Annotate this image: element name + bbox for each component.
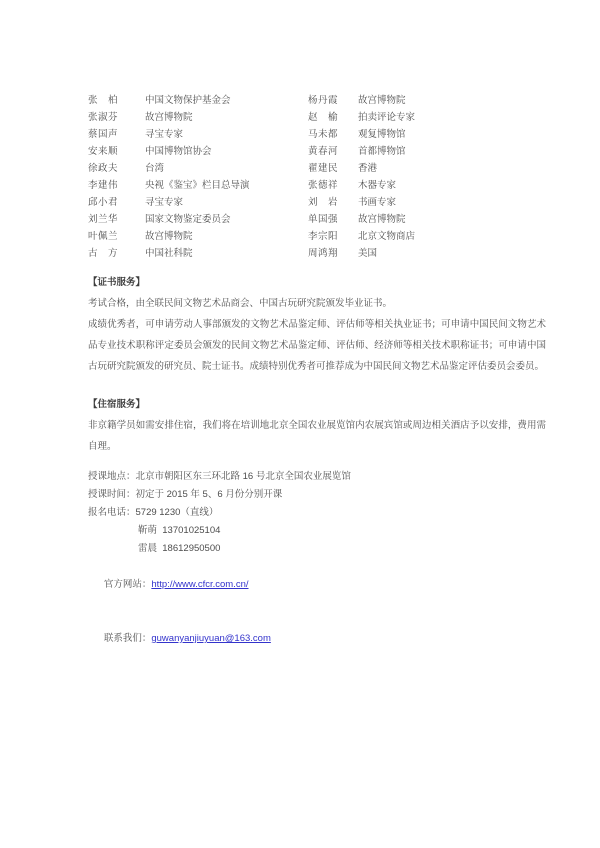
expert-name: 安来顺 <box>88 145 119 157</box>
certificate-paragraph-2: 成绩优秀者，可申请劳动人事部颁发的文物艺术品鉴定师、评估师等相关执业证书；可申请中国民间文物艺术品专业技术职称评定委员会颁发的民间文物艺术品鉴定师、评估师、经济师等相关技术职称证书；可申请中国古玩研究院颁发的研究员、院士证书。成绩特别优秀者可推荐成为中国民间文物艺术品鉴定评估委员会委员。 <box>88 319 546 372</box>
expert-org: 木器专家 <box>358 179 397 191</box>
accommodation-paragraph: 非京籍学员如需安排住宿，我们将在培训地北京全国农业展览馆内农展宾馆或周边相关酒店予以安排，费用需自理。 <box>88 420 546 452</box>
expert-org: 北京文物商店 <box>358 230 416 242</box>
expert-row <box>88 107 546 124</box>
expert-row <box>88 90 546 107</box>
expert-row <box>88 175 546 192</box>
expert-name: 张德祥 <box>308 179 339 191</box>
expert-org: 寻宝专家 <box>145 128 184 140</box>
expert-row <box>88 192 546 209</box>
expert-name: 张 柏 <box>88 94 119 106</box>
certificate-paragraph-1: 考试合格，由全联民间文物艺术品商会、中国古玩研究院颁发毕业证书。 <box>88 298 393 309</box>
expert-name: 邱小君 <box>88 196 119 208</box>
expert-name: 叶佩兰 <box>88 230 119 242</box>
contact-info-block <box>88 468 546 666</box>
email-label: 联系我们： <box>103 633 152 644</box>
section-title-accommodation: 【住宿服务】 <box>88 399 146 410</box>
expert-name: 张淑芬 <box>88 111 119 123</box>
phone-line: 报名电话：5729 1230（直线） <box>88 507 219 518</box>
expert-row <box>88 243 546 260</box>
expert-org: 观复博物馆 <box>358 128 406 140</box>
expert-name: 蔡国声 <box>88 128 119 140</box>
expert-name: 徐政夫 <box>88 162 119 174</box>
expert-name: 单国强 <box>308 213 339 225</box>
expert-name: 刘 岩 <box>308 196 339 208</box>
expert-name: 周鸿翔 <box>308 247 339 259</box>
expert-name: 黄春河 <box>308 145 339 157</box>
expert-org: 故宫博物院 <box>358 94 406 106</box>
expert-name: 李宗阳 <box>308 230 339 242</box>
expert-row <box>88 141 546 158</box>
expert-row <box>88 124 546 141</box>
class-location-line: 授课地点：北京市朝阳区东三环北路 16 号北京全国农业展览馆 <box>88 471 351 482</box>
expert-name: 李建伟 <box>88 179 119 191</box>
expert-row <box>88 209 546 226</box>
expert-org: 中国文物保护基金会 <box>145 94 231 106</box>
class-time-line: 授课时间：初定于 2015 年 5、6 月份分别开课 <box>88 489 283 500</box>
website-line <box>88 558 546 612</box>
expert-org: 国家文物鉴定委员会 <box>145 213 231 225</box>
expert-name: 赵 榆 <box>308 111 339 123</box>
expert-org: 中国社科院 <box>145 247 193 259</box>
expert-org: 故宫博物院 <box>145 230 193 242</box>
expert-name: 刘兰华 <box>88 213 119 225</box>
contact-person-2: 雷晨 18612950500 <box>138 543 221 554</box>
expert-name: 杨丹霞 <box>308 94 339 106</box>
certificate-service-section <box>88 272 546 377</box>
expert-org: 美国 <box>358 247 378 259</box>
expert-row <box>88 158 546 175</box>
expert-org: 故宫博物院 <box>358 213 406 225</box>
expert-row <box>88 226 546 243</box>
expert-org: 书画专家 <box>358 196 397 208</box>
website-label: 官方网站： <box>103 579 152 590</box>
expert-org: 故宫博物院 <box>145 111 193 123</box>
expert-org: 首都博物馆 <box>358 145 406 157</box>
expert-org: 寻宝专家 <box>145 196 184 208</box>
expert-name: 古 方 <box>88 247 119 259</box>
expert-org: 中国博物馆协会 <box>145 145 212 157</box>
website-link[interactable]: http://www.cfcr.com.cn/ <box>151 579 249 590</box>
accommodation-service-section <box>88 394 546 457</box>
contact-person-1: 靳萌 13701025104 <box>138 525 221 536</box>
email-line <box>88 612 546 666</box>
expert-org: 央视《鉴宝》栏目总导演 <box>145 179 250 191</box>
email-link[interactable]: guwanyanjiuyuan@163.com <box>151 633 271 644</box>
expert-org: 香港 <box>358 162 378 174</box>
expert-org: 拍卖评论专家 <box>358 111 416 123</box>
experts-list <box>88 90 546 260</box>
expert-name: 马未都 <box>308 128 339 140</box>
expert-org: 台湾 <box>145 162 165 174</box>
expert-name: 翟建民 <box>308 162 339 174</box>
section-title-certificate: 【证书服务】 <box>88 277 146 288</box>
